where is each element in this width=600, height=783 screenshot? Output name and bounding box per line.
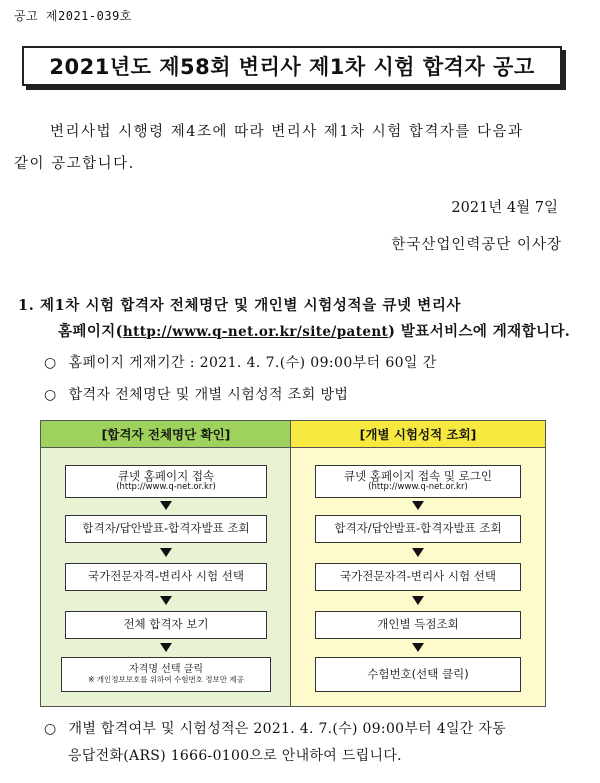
- flow-step-label: 수험번호(선택 클릭): [367, 666, 469, 681]
- flow-step-qnet-login: [315, 465, 521, 498]
- flow-step-label: 자격명 선택 클릭: [129, 664, 203, 676]
- page-title: 2021년도 제58회 변리사 제1차 시험 합격자 공고: [22, 46, 562, 86]
- section-1-line-2: [58, 320, 570, 341]
- flow-step-select-exam: [315, 563, 521, 591]
- flow-step-view-all: [65, 611, 267, 639]
- section-1-prefix: 홈페이지(: [58, 323, 123, 340]
- down-arrow-icon: [412, 596, 424, 605]
- bullet-circle-icon: ○: [44, 355, 57, 371]
- intro-line-2: 같이 공고합니다.: [14, 156, 135, 172]
- flow-step-select-exam: [65, 563, 267, 591]
- flow-step-note: ※ 개인정보보호를 위하여 수험번호 정보만 제공: [88, 674, 244, 684]
- notice-date: 2021년 4월 7일: [451, 200, 558, 216]
- flow-step-label: 합격자/답안발표-합격자발표 조회: [334, 521, 502, 536]
- down-arrow-icon: [160, 548, 172, 557]
- flow-step-label: 전체 합격자 보기: [123, 617, 209, 632]
- notice-number: 공고 제2021-039호: [14, 9, 132, 23]
- down-arrow-icon: [160, 596, 172, 605]
- bullet-method-text: 합격자 전체명단 및 개별 시험성적 조회 방법: [68, 387, 349, 403]
- bullet-circle-icon: ○: [44, 387, 57, 403]
- flow-step-qnet-access: [65, 465, 267, 498]
- bullet-circle-icon: ○: [44, 721, 57, 737]
- issuer: 한국산업인력공단 이사장: [391, 237, 562, 253]
- section-1-line-1: 1. 제1차 시험 합격자 전체명단 및 개인별 시험성적을 큐넷 변리사: [18, 297, 462, 314]
- bullet-method: [44, 384, 348, 404]
- flow-step-label: 개인별 득점조회: [377, 617, 459, 632]
- bullet-ars-text-1: 개별 합격여부 및 시험성적은 2021. 4. 7.(수) 09:00부터 4일간 자동: [68, 721, 507, 737]
- intro-line-1: 변리사법 시행령 제4조에 따라 변리사 제1차 시험 합격자를 다음과: [50, 124, 524, 140]
- down-arrow-icon: [412, 501, 424, 510]
- qnet-patent-link[interactable]: http://www.q-net.or.kr/site/patent: [122, 324, 389, 340]
- flow-step-label: 국가전문자격-변리사 시험 선택: [88, 569, 244, 584]
- flow-step-exam-number: [315, 657, 521, 692]
- down-arrow-icon: [412, 643, 424, 652]
- bullet-ars-line-1: [44, 718, 506, 738]
- flow-step-score-lookup: [315, 611, 521, 639]
- down-arrow-icon: [412, 548, 424, 557]
- flow-step-label: 큐넷 홈페이지 접속: [117, 469, 215, 483]
- flow-step-url: (http://www.q-net.or.kr): [368, 482, 468, 493]
- flow-step-result-lookup: [65, 515, 267, 543]
- flow-panel-header: [개별 시험성적 조회]: [291, 421, 545, 448]
- flow-step-label: 큐넷 홈페이지 접속 및 로그인: [344, 469, 492, 483]
- down-arrow-icon: [160, 501, 172, 510]
- bullet-period: [44, 352, 437, 372]
- flow-panel-header: [합격자 전체명단 확인]: [41, 421, 291, 448]
- flow-panel-individual-score: [290, 420, 546, 707]
- flow-step-label: 국가전문자격-변리사 시험 선택: [340, 569, 496, 584]
- flow-step-label: 합격자/답안발표-합격자발표 조회: [82, 521, 250, 536]
- bullet-period-text: 홈페이지 게재기간 : 2021. 4. 7.(수) 09:00부터 60일 간: [68, 355, 437, 371]
- flow-step-result-lookup: [315, 515, 521, 543]
- bullet-ars-line-2: 응답전화(ARS) 1666-0100으로 안내하여 드립니다.: [68, 748, 402, 764]
- down-arrow-icon: [160, 643, 172, 652]
- flow-step-select-qualification: [61, 657, 271, 692]
- flow-panel-full-list: [40, 420, 292, 707]
- section-1-suffix: ) 발표서비스에 게재합니다.: [388, 323, 571, 340]
- flow-step-url: (http://www.q-net.or.kr): [116, 482, 216, 493]
